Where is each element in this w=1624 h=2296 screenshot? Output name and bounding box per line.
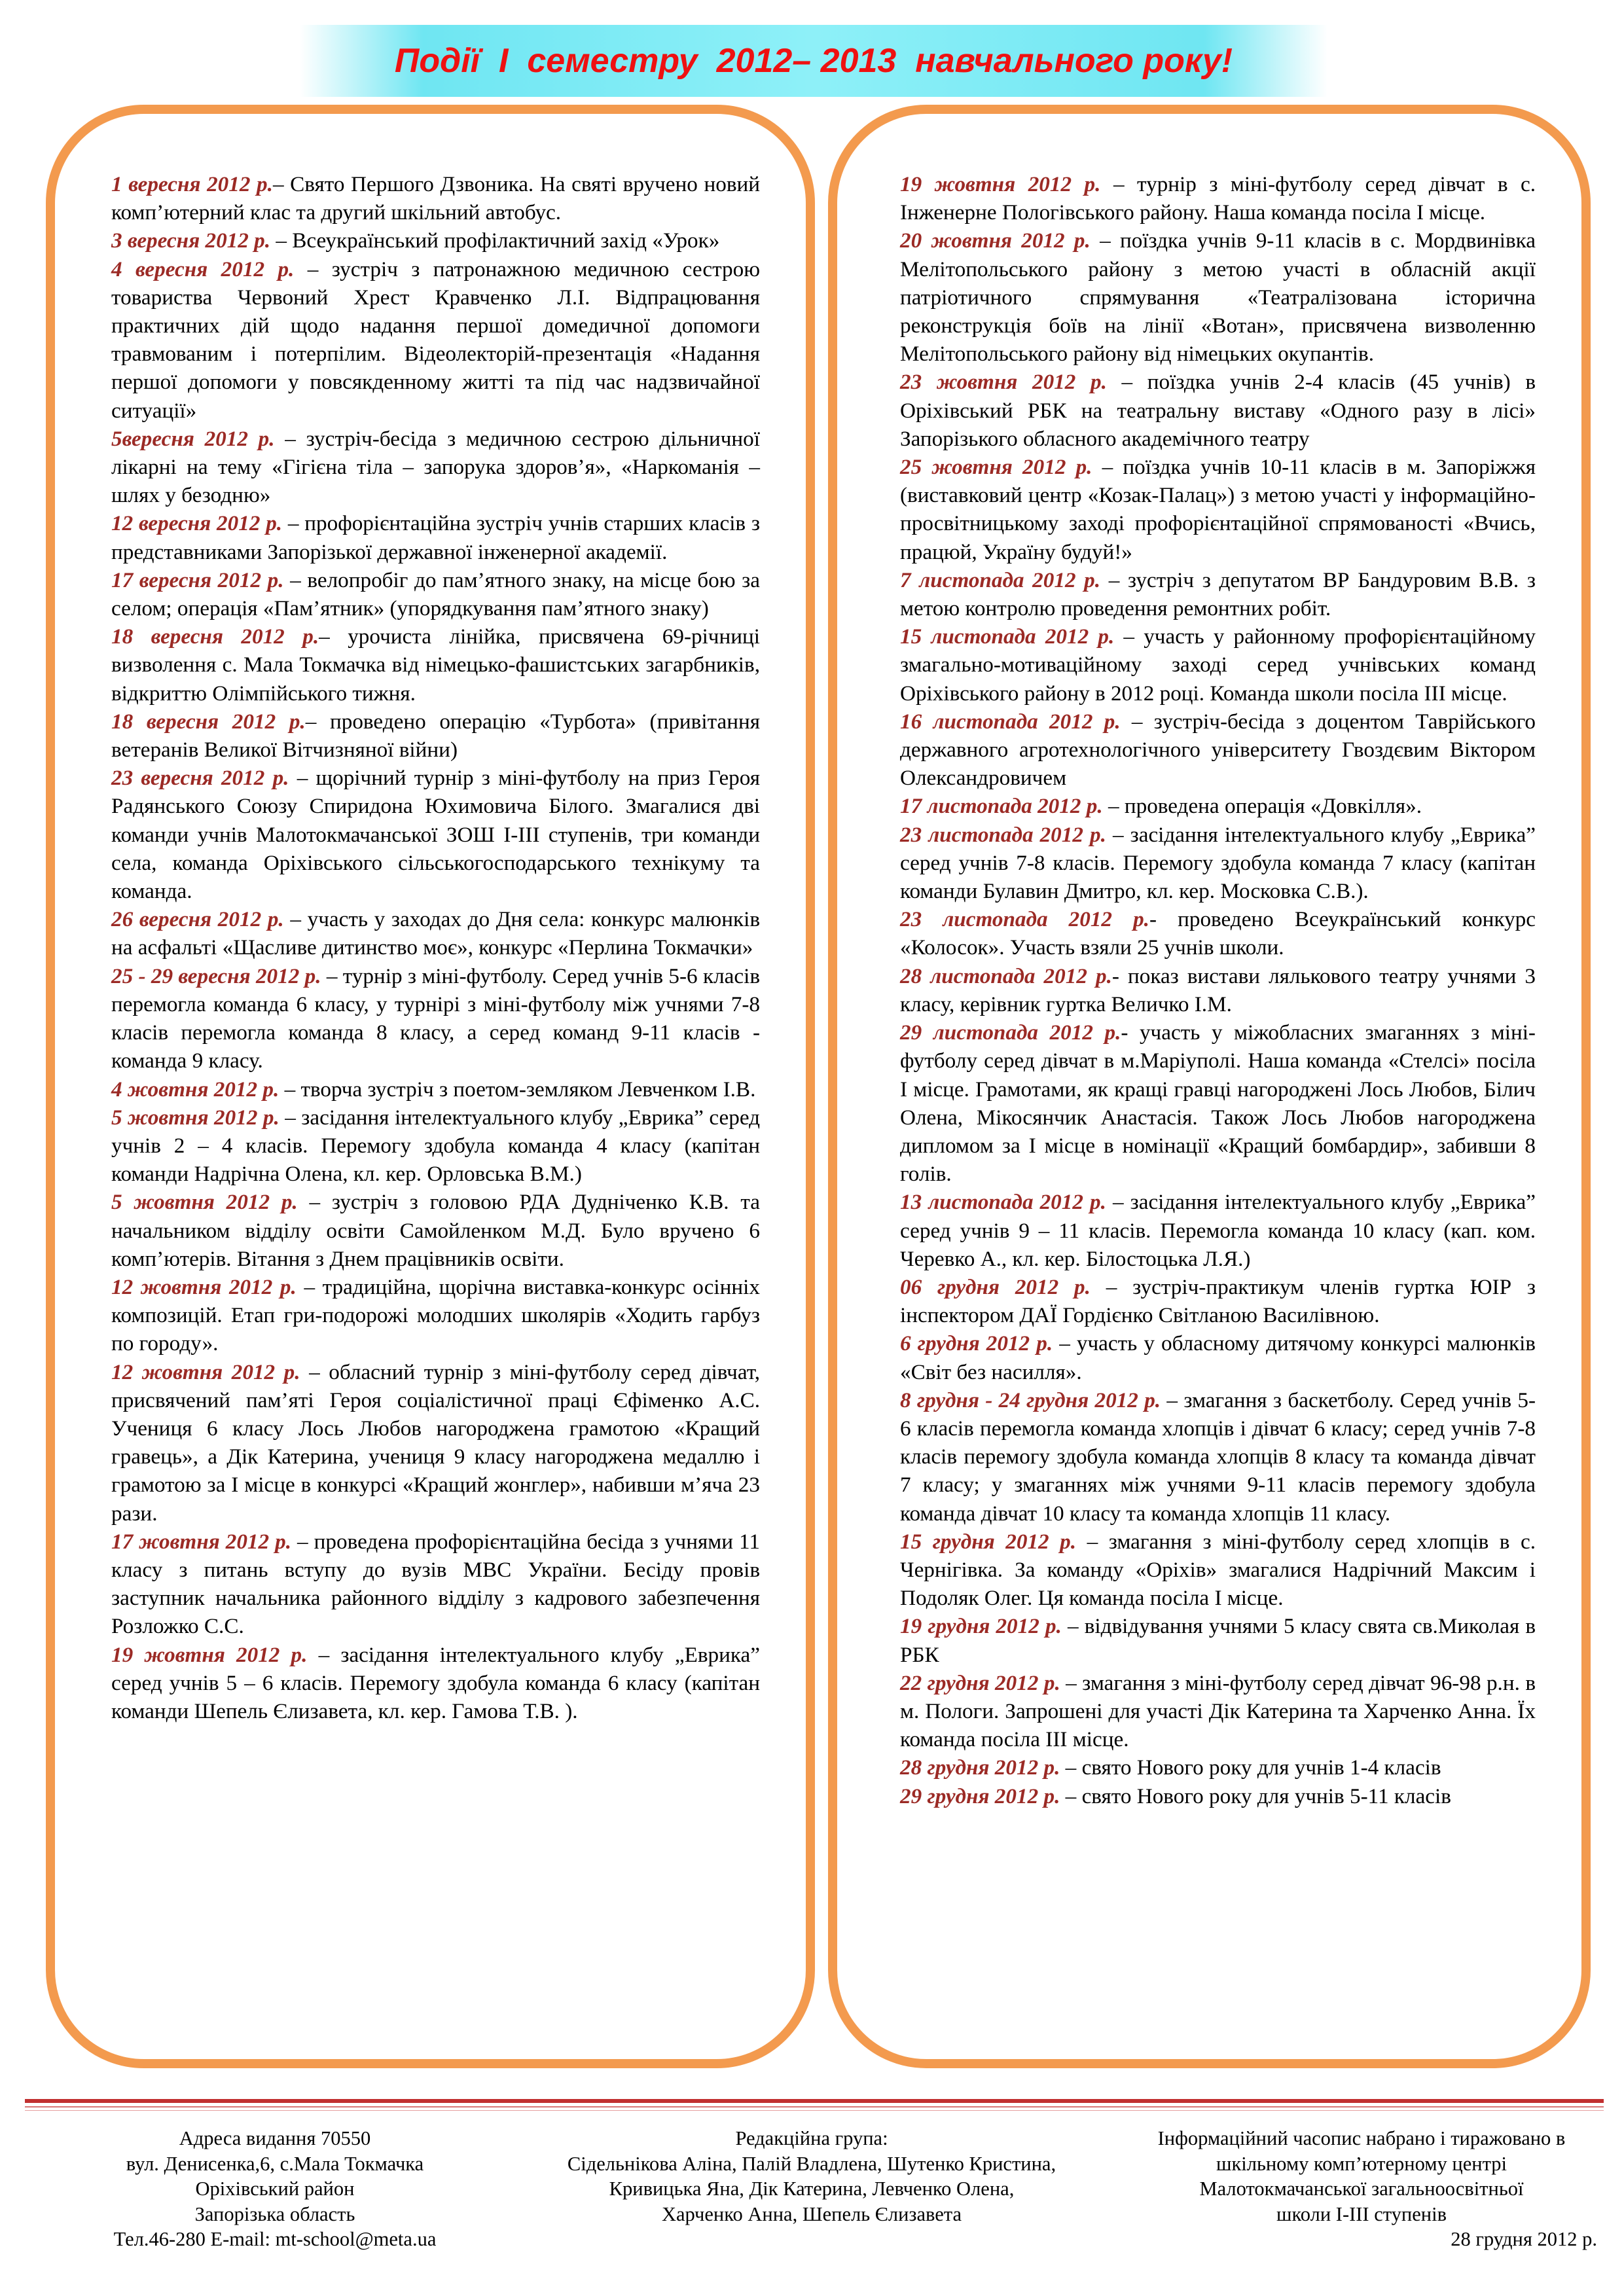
event-date: 22 грудня 2012 р. bbox=[900, 1670, 1060, 1695]
address-line: Адреса видання 70550 bbox=[179, 2127, 371, 2149]
event-date: 1 вересня 2012 р. bbox=[111, 172, 273, 196]
event-date: 16 листопада 2012 р. bbox=[900, 709, 1121, 734]
issue-date: 28 грудня 2012 р. bbox=[1451, 2228, 1597, 2250]
event-entry bbox=[900, 1612, 1536, 1668]
event-date: 3 вересня 2012 р. bbox=[111, 228, 271, 253]
event-entry bbox=[900, 1669, 1536, 1754]
event-date: 4 жовтня 2012 р. bbox=[111, 1077, 280, 1102]
event-entry bbox=[900, 1329, 1536, 1386]
event-entry bbox=[900, 622, 1536, 708]
event-entry bbox=[111, 566, 760, 622]
event-date: 19 жовтня 2012 р. bbox=[900, 172, 1101, 196]
info-line: школи І-ІІІ ступенів bbox=[1276, 2202, 1447, 2225]
event-date: 20 жовтня 2012 р. bbox=[900, 228, 1091, 253]
event-text: – профорієнтаційна зустріч учнів старших класів з представниками Запорізької державної інженерної академії. bbox=[111, 511, 760, 564]
event-entry bbox=[111, 1188, 760, 1273]
event-date: 6 грудня 2012 р. bbox=[900, 1331, 1053, 1356]
event-entry bbox=[900, 1753, 1536, 1782]
footer-address bbox=[92, 2126, 458, 2252]
event-date: 12 вересня 2012 р. bbox=[111, 511, 283, 536]
event-date: 7 листопада 2012 р. bbox=[900, 567, 1101, 592]
event-entry bbox=[111, 622, 760, 708]
event-entry bbox=[111, 425, 760, 510]
event-date: 17 листопада 2012 р. bbox=[900, 794, 1103, 819]
event-text: – турнір з міні-футболу. Серед учнів 5-6 класів перемогла команда 6 класу, у турнірі з міні-футболу між учнями 7-8 класів перемогла команда 8 класу, а серед команд 9-11 класів - команда 9 класу. bbox=[111, 963, 760, 1073]
event-date: 4 вересня 2012 р. bbox=[111, 257, 295, 281]
event-text: – зустріч з головою РДА Дудніченко К.В. та начальником відділу освіти Самойленком М.Д. Було вручено 6 комп’ютерів. Вітання з Днем працівників освіти. bbox=[111, 1190, 760, 1271]
event-entry bbox=[111, 509, 760, 565]
event-entry bbox=[900, 1273, 1536, 1329]
event-text: – засідання інтелектуального клубу „Еврика” серед учнів 7-8 класів. Перемогу здобула команда 7 класу (капітан команди Булавин Дмитро, кл. кер. Московка С.В.). bbox=[900, 822, 1536, 904]
event-entry bbox=[900, 792, 1536, 820]
event-entry bbox=[900, 368, 1536, 453]
event-entry bbox=[111, 1528, 760, 1641]
event-text: – турнір з міні-футболу серед дівчат в с. Інженерне Пологівського району. Наша команда посіла І місце. bbox=[900, 172, 1536, 225]
footer-separator-thin bbox=[25, 2106, 1604, 2108]
event-text: – урочиста лінійка, присвячена 69-річниці визволення с. Мала Токмачка від німецько-фашистських загарбників, відкриттю Олімпійського тижня. bbox=[111, 624, 760, 706]
event-entry bbox=[900, 821, 1536, 906]
event-entry bbox=[900, 1528, 1536, 1613]
event-text: – проведена операція «Довкілля». bbox=[1102, 794, 1422, 819]
event-date: 12 жовтня 2012 р. bbox=[111, 1359, 300, 1384]
event-date: 28 листопада 2012 р. bbox=[900, 963, 1112, 988]
footer-separator-hairline bbox=[25, 2110, 1604, 2111]
event-entry bbox=[900, 1188, 1536, 1273]
event-date: 5 жовтня 2012 р. bbox=[111, 1190, 298, 1215]
event-text: – традиційна, щорічна виставка-конкурс осінніх композицій. Етап гри-подорожі молодших школярів «Ходить гарбуз по городу». bbox=[111, 1274, 760, 1356]
event-text: – зустріч з патронажною медичною сестрою товариства Червоний Хрест Кравченко Л.І. Відпрацювання практичних дій щодо надання першої домедичної допомоги травмованим і потерпілим. Відеолекторій-презентація «Надання першої допомоги у повсякденному житті та під час надзвичайної ситуації» bbox=[111, 257, 760, 423]
event-text: – свято Нового року для учнів 5-11 класів bbox=[1060, 1784, 1451, 1808]
event-date: 13 листопада 2012 р. bbox=[900, 1190, 1106, 1215]
address-line: вул. Денисенка,6, с.Мала Токмачка bbox=[126, 2152, 424, 2175]
event-date: 19 грудня 2012 р. bbox=[900, 1614, 1062, 1639]
event-text: – свято Нового року для учнів 1-4 класів bbox=[1060, 1755, 1441, 1780]
info-line: Інформаційний часопис набрано і тиражовано в bbox=[1157, 2127, 1566, 2149]
event-text: – зустріч-бесіда з доцентом Таврійського державного агротехнологічного університету Гвоздєвим Віктором Олександровичем bbox=[900, 709, 1536, 791]
right-events-list bbox=[900, 170, 1536, 1810]
event-text: – змагання з міні-футболу серед дівчат 96-98 р.н. в м. Пологи. Запрошені для участі Дік Катерина та Харченко Анна. Їх команда посіла ІІІ місце. bbox=[900, 1670, 1536, 1752]
event-entry bbox=[900, 453, 1536, 566]
event-entry bbox=[111, 170, 760, 226]
left-events-list bbox=[111, 170, 760, 1725]
event-date: 18 вересня 2012 р. bbox=[111, 709, 306, 734]
event-date: 15 листопада 2012 р. bbox=[900, 624, 1115, 649]
editorial-line: Редакційна група: bbox=[735, 2127, 888, 2149]
event-text: – участь у заходах до Дня села: конкурс малюнків на асфальті «Щасливе дитинство моє», конкурс «Перлина Токмачки» bbox=[111, 907, 760, 960]
event-text: – відвідування учнями 5 класу свята св.Миколая в РБК bbox=[900, 1614, 1536, 1667]
editorial-line: Кривицька Яна, Дік Катерина, Левченко Олена, bbox=[609, 2178, 1015, 2200]
event-entry bbox=[900, 962, 1536, 1018]
info-line: Малотокмачанської загальноосвітньої bbox=[1199, 2178, 1524, 2200]
address-line: Запорізька область bbox=[194, 2202, 355, 2225]
event-entry bbox=[111, 764, 760, 905]
event-date: 5вересня 2012 р. bbox=[111, 426, 275, 451]
event-entry bbox=[111, 1273, 760, 1358]
event-date: 23 жовтня 2012 р. bbox=[900, 370, 1107, 395]
event-entry bbox=[900, 226, 1536, 368]
event-text: – участь у районному профорієнтаційному змагально-мотиваційному заході серед учнівських команд Оріхівського району в 2012 році. Команда школи посіла ІІІ місце. bbox=[900, 624, 1536, 706]
event-text: – засідання інтелектуального клубу „Еврика” серед учнів 9 – 11 класів. Перемогла команда 10 класу (кап. ком. Черевко А., кл. кер. Білостоцька Л.Я.) bbox=[900, 1190, 1536, 1271]
event-entry bbox=[900, 1386, 1536, 1528]
footer-separator bbox=[25, 2099, 1604, 2103]
event-text: – Свято Першого Дзвоника. На святі вручено новий комп’ютерний клас та другий шкільний автобус. bbox=[111, 172, 761, 225]
event-text: – обласний турнір з міні-футболу серед дівчат, присвячений пам’яті Героя соціалістичної праці Єфіменко А.С. Учениця 6 класу Лось Любов нагороджена грамотою «Кращий гравець», а Дік Катерина, учениця 9 класу нагороджена медаллю і грамотою за І місце в конкурсі «Кращий жонглер», набивши м’яча 23 рази. bbox=[111, 1359, 761, 1526]
event-date: 17 вересня 2012 р. bbox=[111, 567, 284, 592]
event-date: 12 жовтня 2012 р. bbox=[111, 1274, 297, 1299]
event-date: 23 вересня 2012 р. bbox=[111, 766, 289, 791]
event-text: – Всеукраїнський профілактичний захід «Урок» bbox=[270, 228, 720, 253]
event-date: 18 вересня 2012 р. bbox=[111, 624, 319, 649]
editorial-line: Сідельнікова Аліна, Палій Владлена, Шутенко Кристина, bbox=[567, 2152, 1056, 2175]
event-text: – поїздка учнів 2-4 класів (45 учнів) в Оріхівський РБК на театральну виставу «Одного разу в лісі» Запорізького обласного академічного театру bbox=[900, 370, 1536, 451]
event-text: - показ вистави лялькового театру учнями 3 класу, керівник гуртка Величко І.М. bbox=[900, 963, 1536, 1016]
event-date: 06 грудня 2012 р. bbox=[900, 1274, 1091, 1299]
address-line: Тел.46-280 E-mail: mt-school@meta.ua bbox=[113, 2228, 437, 2250]
event-text: – засідання інтелектуального клубу „Еврика” серед учнів 2 – 4 класів. Перемогу здобула команда 4 класу (капітан команди Надрічна Олена, кл. кер. Орловська В.М.) bbox=[111, 1105, 760, 1187]
event-entry bbox=[111, 962, 760, 1075]
event-date: 15 грудня 2012 р. bbox=[900, 1529, 1077, 1554]
event-text: – щорічний турнір з міні-футболу на приз Героя Радянського Союзу Спиридона Юхимовича Білого. Змагалися дві команди учнів Малотокмачанської ЗОШ І-ІІІ ступенів, три команди села, команда Оріхівського сільськогосподарського технікуму та команда. bbox=[111, 766, 760, 904]
left-events-panel bbox=[46, 105, 815, 2068]
event-date: 23 листопада 2012 р. bbox=[900, 822, 1106, 847]
event-entry bbox=[900, 170, 1536, 226]
event-entry bbox=[111, 226, 760, 255]
page-title: Події І семестру 2012– 2013 навчального року! bbox=[394, 42, 1233, 80]
event-entry bbox=[111, 1075, 760, 1103]
event-date: 19 жовтня 2012 р. bbox=[111, 1642, 308, 1667]
event-entry bbox=[111, 905, 760, 961]
event-text: – зустріч з депутатом ВР Бандуровим В.В. з метою контролю проведення ремонтних робіт. bbox=[900, 567, 1536, 621]
event-entry bbox=[111, 1358, 760, 1528]
event-text: – зустріч-практикум членів гуртка ЮІР з інспектором ДАЇ Гордієнко Світланою Василівною. bbox=[900, 1274, 1536, 1328]
event-entry bbox=[900, 566, 1536, 622]
event-text: – змагання з міні-футболу серед хлопців в с. Чернігівка. За команду «Оріхів» змагалися Надрічний Максим і Подоляк Олег. Ця команда посіла І місце. bbox=[900, 1529, 1536, 1611]
event-date: 25 жовтня 2012 р. bbox=[900, 455, 1092, 480]
event-text: – проведено операцію «Турбота» (привітання ветеранів Великої Вітчизняної війни) bbox=[111, 709, 760, 762]
event-text: – проведена профорієнтаційна бесіда з учнями 11 класу з питань вступу до вузів МВС України. Бесіду провів заступник начальника районного відділу з кадрового забезпечення Розложко С.С. bbox=[111, 1529, 760, 1639]
footer-editorial bbox=[497, 2126, 1126, 2227]
event-date: 8 грудня - 24 грудня 2012 р. bbox=[900, 1388, 1161, 1412]
event-text: - проведено Всеукраїнський конкурс «Колосок». Участь взяли 25 учнів школи. bbox=[900, 907, 1536, 960]
event-entry bbox=[900, 1782, 1536, 1810]
event-date: 5 жовтня 2012 р. bbox=[111, 1105, 280, 1130]
event-text: – участь у обласному дитячому конкурсі малюнків «Світ без насилля». bbox=[900, 1331, 1536, 1384]
event-date: 29 грудня 2012 р. bbox=[900, 1784, 1060, 1808]
event-entry bbox=[111, 1103, 760, 1189]
event-date: 25 - 29 вересня 2012 р. bbox=[111, 963, 321, 988]
event-entry bbox=[900, 708, 1536, 793]
event-text: – поїздка учнів 10-11 класів в м. Запоріжжя (виставковий центр «Козак-Палац») з метою участі у інформаційно-просвітницькому заході профорієнтаційної спрямованості «Вчись, працюй, Україну будуй!» bbox=[900, 455, 1536, 564]
event-entry bbox=[111, 1641, 760, 1726]
address-line: Оріхівський район bbox=[195, 2178, 355, 2200]
footer-info bbox=[1126, 2126, 1597, 2252]
event-entry bbox=[111, 255, 760, 425]
event-entry bbox=[900, 1018, 1536, 1188]
event-text: – змагання з баскетболу. Серед учнів 5-6 класів перемогла команда хлопців і дівчат 6 класу; серед учнів 7-8 класів перемогу здобула команда хлопців 8 класу та команда дівчат 7 класу; у змаганнях між учнями 9-11 класів перемогу здобула команда дівчат 10 класу та команда хлопців 11 класу. bbox=[900, 1388, 1536, 1526]
event-text: – творча зустріч з поетом-земляком Левченком І.В. bbox=[279, 1077, 756, 1102]
event-text: - участь у міжобласних змаганнях з міні-футболу серед дівчат в м.Маріуполі. Наша команда «Стелсі» посіла І місце. Грамотами, як кращі гравці нагороджені Лось Любов, Білич Олена, Мікосянчик Анастасія. Також Лось Любов нагороджена дипломом за І місце в номінації «Кращий бомбардир», забивши 8 голів. bbox=[900, 1020, 1536, 1187]
event-date: 26 вересня 2012 р. bbox=[111, 907, 284, 932]
event-entry bbox=[900, 905, 1536, 961]
event-text: – велопробіг до пам’ятного знаку, на місце бою за селом; операція «Пам’ятник» (упорядкування пам’ятного знаку) bbox=[111, 567, 761, 621]
event-date: 28 грудня 2012 р. bbox=[900, 1755, 1060, 1780]
title-banner bbox=[300, 25, 1327, 97]
event-date: 29 листопада 2012 р. bbox=[900, 1020, 1121, 1045]
event-date: 23 листопада 2012 р. bbox=[900, 907, 1149, 932]
event-text: – засідання інтелектуального клубу „Еврика” серед учнів 5 – 6 класів. Перемогу здобула команда 6 класу (капітан команди Шепель Єлизавета, кл. кер. Гамова Т.В. ). bbox=[111, 1642, 760, 1723]
event-entry bbox=[111, 708, 760, 764]
event-text: – зустріч-бесіда з медичною сестрою дільничної лікарні на тему «Гігієна тіла – запорука здоров’я», «Наркоманія – шлях у безодню» bbox=[111, 426, 760, 508]
event-text: – поїздка учнів 9-11 класів в с. Мордвинівка Мелітопольського району з метою участі в обласній акції патріотичного спрямування «Театралізована історична реконструкція боїв на лінії «Вотан», присвячена визволенню Мелітопольського району від німецьких окупантів. bbox=[900, 228, 1536, 367]
info-line: шкільному комп’ютерному центрі bbox=[1216, 2152, 1507, 2175]
right-events-panel bbox=[828, 105, 1591, 2068]
event-date: 17 жовтня 2012 р. bbox=[111, 1529, 292, 1554]
editorial-line: Харченко Анна, Шепель Єлизавета bbox=[661, 2202, 962, 2225]
